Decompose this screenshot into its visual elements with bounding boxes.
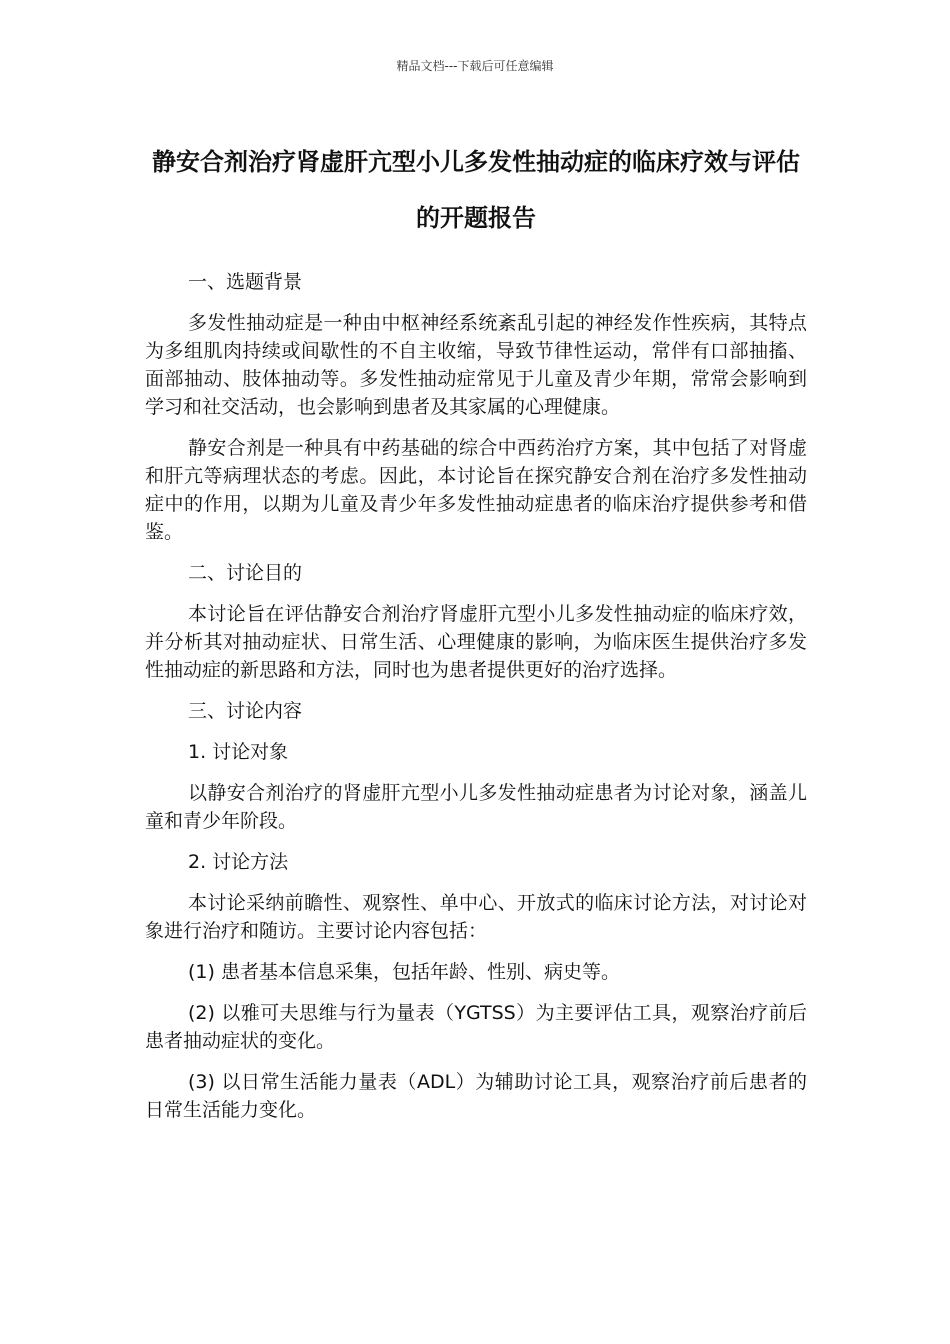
list-item-3: (3) 以日常生活能力量表（ADL）为辅助讨论工具，观察治疗前后患者的日常生活能力变化。 xyxy=(145,1071,807,1121)
document-body xyxy=(145,268,807,1137)
paragraph-purpose: 本讨论旨在评估静安合剂治疗肾虚肝亢型小儿多发性抽动症的临床疗效，并分析其对抽动症状、日常生活、心理健康的影响，为临床医生提供治疗多发性抽动症的新思路和方法，同时也为患者提供更好的治疗选择。 xyxy=(145,603,807,681)
list-item-2: (2) 以雅可夫思维与行为量表（YGTSS）为主要评估工具，观察治疗前后患者抽动症状的变化。 xyxy=(145,1002,807,1052)
paragraph-background-1: 多发性抽动症是一种由中枢神经系统紊乱引起的神经发作性疾病，其特点为多组肌肉持续或间歇性的不自主收缩，导致节律性运动，常伴有口部抽搐、面部抽动、肢体抽动等。多发性抽动症常见于儿童及青少年期，常常会影响到学习和社交活动，也会影响到患者及其家属的心理健康。 xyxy=(145,312,807,418)
paragraph-background-2: 静安合剂是一种具有中药基础的综合中西药治疗方案，其中包括了对肾虚和肝亢等病理状态的考虑。因此，本讨论旨在探究静安合剂在治疗多发性抽动症中的作用，以期为儿童及青少年多发性抽动症患者的临床治疗提供参考和借鉴。 xyxy=(145,437,807,543)
list-item-1: (1) 患者基本信息采集，包括年龄、性别、病史等。 xyxy=(188,961,620,983)
document-title: 静安合剂治疗肾虚肝亢型小儿多发性抽动症的临床疗效与评估的开题报告 xyxy=(152,148,800,232)
subheading-subjects: 1. 讨论对象 xyxy=(188,741,289,763)
section-heading-content: 三、讨论内容 xyxy=(188,700,303,722)
paragraph-subjects: 以静安合剂治疗的肾虚肝亢型小儿多发性抽动症患者为讨论对象，涵盖儿童和青少年阶段。 xyxy=(145,782,807,832)
section-heading-purpose: 二、讨论目的 xyxy=(188,562,303,584)
header-watermark: 精品文档---下载后可任意编辑 xyxy=(396,59,554,73)
section-heading-background: 一、选题背景 xyxy=(188,271,303,293)
subheading-methods: 2. 讨论方法 xyxy=(188,851,289,873)
paragraph-methods: 本讨论采纳前瞻性、观察性、单中心、开放式的临床讨论方法，对讨论对象进行治疗和随访。主要讨论内容包括： xyxy=(145,892,807,942)
